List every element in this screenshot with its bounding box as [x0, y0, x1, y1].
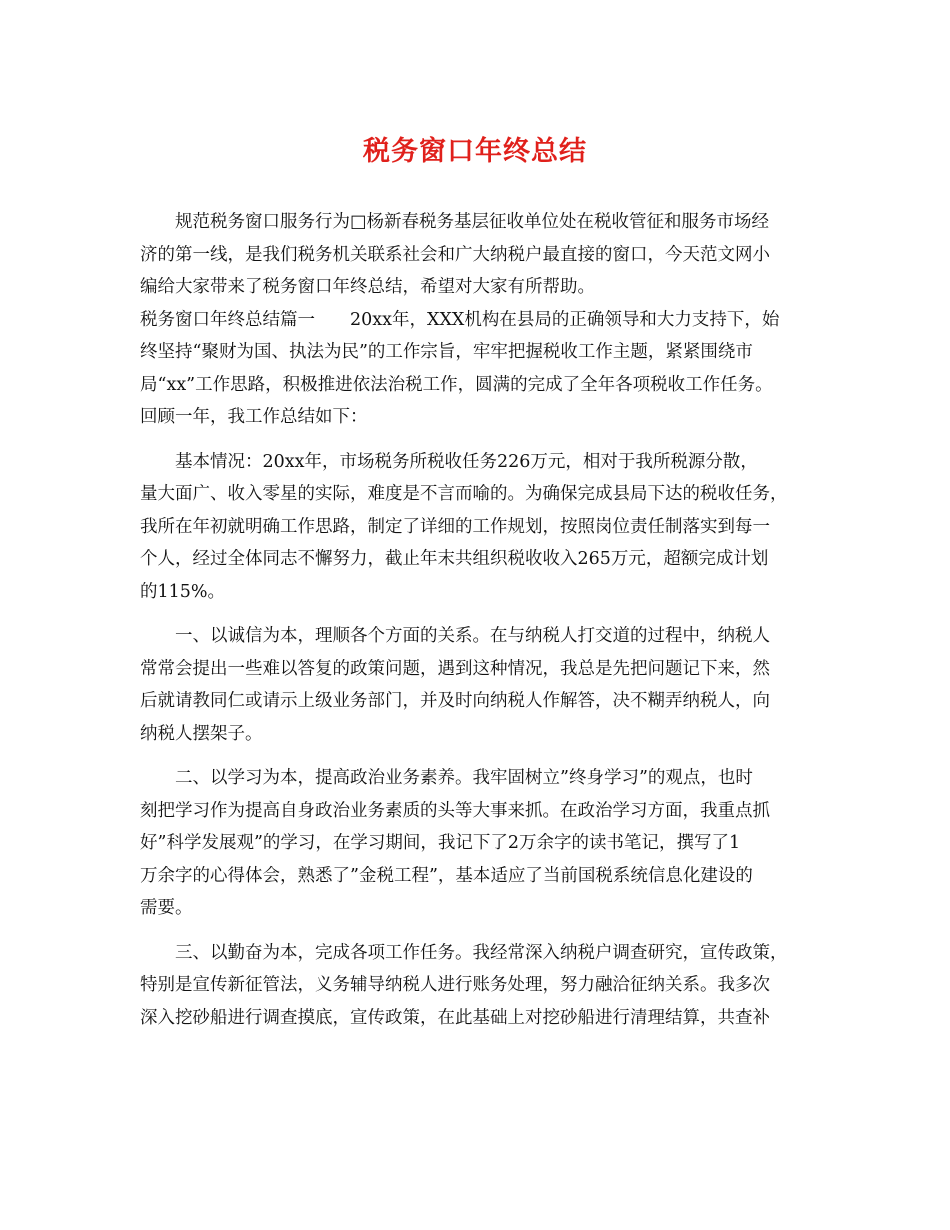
paragraph-learning: [140, 762, 830, 925]
text-line: 济的第一线，是我们税务机关联系社会和广大纳税户最直接的窗口，今天范文网小: [140, 244, 770, 265]
text-line: 量大面广、收入零星的实际，难度是不言而喻的。为确保完成县局下达的税收任务，: [140, 484, 788, 504]
paragraph-intro: [140, 206, 830, 304]
paragraph-diligence: [140, 937, 830, 1035]
text-line: 好”科学发展观”的学习，在学习期间，我记下了2万余字的读书笔记，撰写了1: [140, 833, 741, 853]
text-line: 终坚持“聚财为国、执法为民”的工作宗旨，牢牢把握税收工作主题，紧紧围绕市: [140, 342, 753, 362]
text-line: 深入挖砂船进行调查摸底，宣传政策，在此基础上对挖砂船进行清理结算，共查补: [140, 1007, 770, 1028]
document-body: [140, 206, 830, 1034]
text-line: 的115%。: [140, 581, 226, 602]
text-line: 回顾一年，我工作总结如下：: [140, 407, 368, 427]
text-line: 税务窗口年终总结篇一 20xx年，XXX机构在县局的正确领导和大力支持下，始: [140, 309, 780, 330]
text-line: 万余字的心得体会，熟悉了”金税工程”，基本适应了当前国税系统信息化建设的: [140, 865, 753, 886]
document-title: 税务窗口年终总结: [363, 136, 587, 167]
text-line: 我所在年初就明确工作思路，制定了详细的工作规划，按照岗位责任制落实到每一: [140, 516, 770, 537]
text-line: 局“xx”工作思路，积极推进依法治税工作，圆满的完成了全年各项税收工作任务。: [140, 374, 773, 395]
text-line: 三、以勤奋为本，完成各项工作任务。我经常深入纳税户调查研究，宣传政策，: [175, 942, 788, 963]
text-line: 纳税人摆架子。: [140, 723, 263, 744]
text-line: 后就请教同仁或请示上级业务部门，并及时向纳税人作解答，决不糊弄纳税人，向: [140, 691, 770, 711]
text-line: 特别是宣传新征管法，义务辅导纳税人进行账务处理，努力融洽征纳关系。我多次: [140, 975, 770, 995]
text-line: 刻把学习作为提高自身政治业务素质的头等大事来抓。在政治学习方面，我重点抓: [140, 800, 770, 821]
text-line: 二、以学习为本，提高政治业务素养。我牢固树立”终身学习”的观点，也时: [175, 768, 753, 788]
text-line: 规范税务窗口服务行为□杨新春税务基层征收单位处在税收管征和服务市场经: [175, 212, 770, 232]
paragraph-integrity: [140, 620, 830, 750]
text-line: 编给大家带来了税务窗口年终总结，希望对大家有所帮助。: [140, 277, 595, 297]
paragraph-section-one: [140, 304, 830, 434]
text-line: 常常会提出一些难以答复的政策问题，遇到这种情况，我总是先把问题记下来，然: [140, 658, 770, 679]
text-line: 基本情况：20xx年，市场税务所税收任务226万元，相对于我所税源分散，: [175, 451, 758, 472]
text-line: 一、以诚信为本，理顺各个方面的关系。在与纳税人打交道的过程中，纳税人: [175, 626, 770, 646]
text-line: 需要。: [140, 898, 193, 918]
paragraph-basic-situation: [140, 446, 830, 609]
text-line: 个人，经过全体同志不懈努力，截止年末共组织税收收入265万元，超额完成计划: [140, 549, 769, 569]
